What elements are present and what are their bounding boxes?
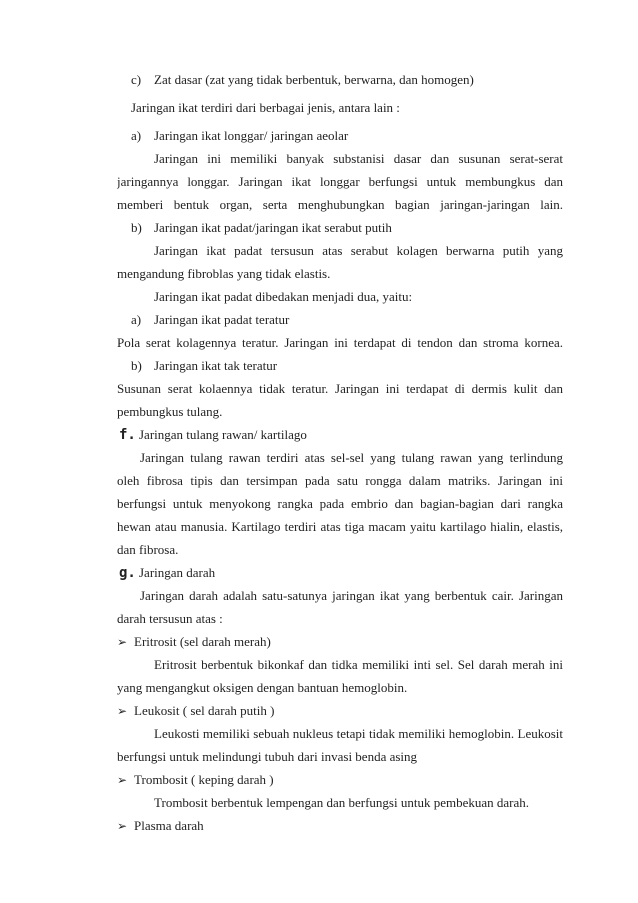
section-heading: [0, 426, 638, 444]
text-line: Eritrosit berbentuk bikonkaf dan tidka memiliki inti sel. Sel darah merah ini: [154, 657, 563, 672]
arrow-bullet-icon: ➢: [117, 773, 128, 787]
subheading: [0, 357, 638, 375]
paragraph-line: [0, 288, 638, 306]
text-line: Jaringan ikat padat/jaringan ikat serabut putih: [154, 220, 392, 235]
bullet-item: [0, 702, 638, 720]
paragraph-line: [0, 518, 638, 536]
paragraph-line: [0, 449, 638, 467]
paragraph-line: [0, 173, 638, 191]
section-marker: g.: [119, 565, 136, 581]
text-line: Plasma darah: [134, 818, 204, 833]
list-marker: b): [131, 220, 142, 235]
list-marker: b): [131, 358, 142, 373]
text-line: yang mengangkut oksigen dengan bantuan hemoglobin.: [117, 680, 408, 695]
text-line: Trombosit berbentuk lempengan dan berfungsi untuk pembekuan darah.: [154, 795, 529, 810]
list-marker: a): [131, 312, 142, 327]
text-line: Jaringan ikat padat dibedakan menjadi dua, yaitu:: [154, 289, 413, 304]
list-marker: c): [131, 72, 142, 87]
text-line: Pola serat kolagennya teratur. Jaringan ini terdapat di tendon dan stroma kornea.: [117, 335, 563, 350]
paragraph-line: [0, 679, 638, 697]
bullet-item: [0, 633, 638, 651]
paragraph-line: [0, 472, 638, 490]
text-line: Jaringan darah adalah satu-satunya jaringan ikat yang berbentuk cair. Jaringan: [140, 588, 563, 603]
paragraph-line: [0, 196, 638, 214]
text-line: mengandung fibroblas yang tidak elastis.: [117, 266, 331, 281]
text-line: Susunan serat kolaennya tidak teratur. Jaringan ini terdapat di dermis kulit dan: [117, 381, 563, 396]
text-line: Jaringan ikat padat teratur: [154, 312, 290, 327]
text-line: Jaringan ikat terdiri dari berbagai jenis, antara lain :: [131, 100, 400, 115]
text-line: Jaringan ikat longgar/ jaringan aeolar: [154, 128, 349, 143]
bullet-item: [0, 771, 638, 789]
paragraph-line: [0, 242, 638, 260]
paragraph-line: [0, 656, 638, 674]
text-line: dan fibrosa.: [117, 542, 179, 557]
text-line: berfungsi untuk menyokong rangka pada embrio dan bagian-bagian dari rangka: [117, 496, 563, 511]
arrow-bullet-icon: ➢: [117, 635, 128, 649]
text-line: darah tersusun atas :: [117, 611, 223, 626]
text-line: pembungkus tulang.: [117, 404, 223, 419]
text-line: Jaringan ini memiliki banyak substanisi dasar dan susunan serat-serat: [154, 151, 563, 166]
paragraph-line: [0, 380, 638, 398]
text-line: Leukosti memiliki sebuah nukleus tetapi tidak memiliki hemoglobin. Leukosit: [154, 726, 563, 741]
paragraph-line: [0, 587, 638, 605]
text-line: Zat dasar (zat yang tidak berbentuk, berwarna, dan homogen): [154, 72, 474, 87]
paragraph-line: [0, 541, 638, 559]
paragraph-line: [0, 748, 638, 766]
paragraph-line: [0, 265, 638, 283]
text-line: berfungsi untuk melindungi tubuh dari invasi benda asing: [117, 749, 418, 764]
paragraph-line: [0, 99, 638, 117]
list-item: [0, 71, 638, 89]
section-title: Jaringan darah: [139, 565, 216, 580]
section-heading: [0, 564, 638, 582]
paragraph-line: [0, 610, 638, 628]
list-marker: a): [131, 128, 142, 143]
subheading: [0, 127, 638, 145]
paragraph-line: [0, 150, 638, 168]
text-line: Eritrosit (sel darah merah): [134, 634, 271, 649]
paragraph-line: [0, 725, 638, 743]
subheading: [0, 219, 638, 237]
section-title: Jaringan tulang rawan/ kartilago: [139, 427, 307, 442]
section-marker: f.: [119, 427, 136, 443]
text-line: hewan atau manusia. Kartilago terdiri atas tiga macam yaitu kartilago hialin, elastis,: [117, 519, 563, 534]
text-line: Jaringan ikat tak teratur: [154, 358, 278, 373]
text-line: jaringannya longgar. Jaringan ikat longgar berfungsi untuk membungkus dan: [117, 174, 563, 189]
arrow-bullet-icon: ➢: [117, 819, 128, 833]
text-line: Jaringan ikat padat tersusun atas serabut kolagen berwarna putih yang: [154, 243, 563, 258]
paragraph-line: [0, 403, 638, 421]
paragraph-line: [0, 794, 638, 812]
bullet-item: [0, 817, 638, 835]
text-line: memberi bentuk organ, serta menghubungkan bagian jaringan-jaringan lain.: [117, 197, 563, 212]
arrow-bullet-icon: ➢: [117, 704, 128, 718]
text-line: oleh fibrosa tipis dan tersimpan pada satu rongga dalam matriks. Jaringan ini: [117, 473, 563, 488]
text-line: Leukosit ( sel darah putih ): [134, 703, 275, 718]
text-line: Jaringan tulang rawan terdiri atas sel-sel yang tulang rawan yang terlindung: [140, 450, 563, 465]
subheading: [0, 311, 638, 329]
text-line: Trombosit ( keping darah ): [134, 772, 274, 787]
paragraph-line: [0, 334, 638, 352]
paragraph-line: [0, 495, 638, 513]
